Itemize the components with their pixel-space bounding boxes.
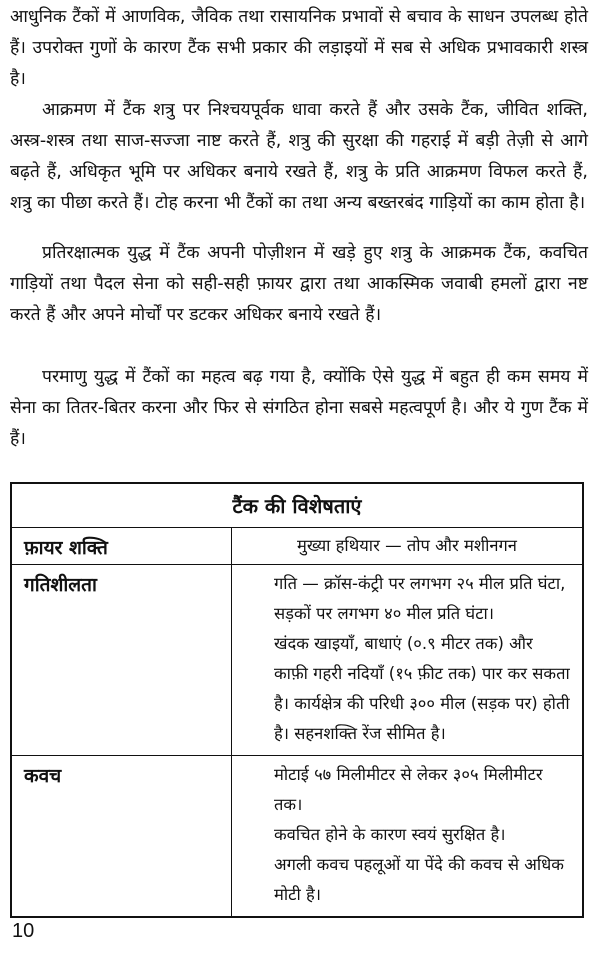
paragraph-4: परमाणु युद्ध में टैंकों का महत्व बढ़ गया है, क्योंकि ऐसे युद्ध में बहुत ही कम समय में सेना का तितर-बितर करना और फिर से संगठित होना सबसे महत्वपूर्ण है। और ये गुण टैंक में हैं। — [10, 367, 588, 449]
value-line: अगली कवच पहलूओं या पेंदे की कवच से अधिक मोटी है। — [274, 855, 564, 904]
row-label: फ़ायर शक्ति — [11, 528, 232, 565]
tank-features-table — [10, 482, 584, 918]
value-line: कवचित होने के कारण स्वयं सुरक्षित है। — [274, 825, 506, 844]
page-number: 10 — [12, 920, 35, 942]
row-label: कवच — [11, 756, 232, 918]
paragraph-3: प्रतिरक्षात्मक युद्ध में टैंक अपनी पोज़ीशन में खड़े हुए शत्रु के आक्रमक टैंक, कवचित गाड़ियों तथा पैदल सेना को सही-सही फ़ायर द्वारा तथा आकस्मिक जवाबी हमलों द्वारा नष्ट करते हैं और अपने मोर्चों पर डटकर अधिकर बनाये रखते हैं। — [10, 243, 588, 325]
row-value — [232, 528, 584, 565]
paragraph-1: आधुनिक टैंकों में आणविक, जैविक तथा रासायनिक प्रभावों से बचाव के साधन उपलब्ध होते हैं। उपरोक्त गुणों के कारण टैंक सभी प्रकार की लड़ाइयों में सब से अधिक प्रभावकारी शस्त्र है। — [10, 7, 588, 89]
row-label: गतिशीलता — [11, 565, 232, 756]
row-value — [232, 756, 584, 918]
value-line: गति — क्रॉस-कंट्री पर लगभग २५ मील प्रति घंटा, सड़कों पर लगभग ४० मील प्रति घंटा। — [274, 574, 566, 623]
table-row-armour — [11, 756, 583, 918]
row-value — [232, 565, 584, 756]
table-row-mobility — [11, 565, 583, 756]
value-line: खंदक खाइयाँ, बाधाएं (०.९ मीटर तक) और काफ़ी गहरी नदियाँ (१५ फ़ीट तक) पार कर सकता है। कार्यक्षेत्र की परिधी ३०० मील (सड़क पर) होती है। सहनशक्ति रेंज सीमित है। — [274, 634, 570, 743]
value-line: मोटाई ५७ मिलीमीटर से लेकर ३०५ मिलीमीटर तक। — [274, 765, 543, 814]
value-line: मुख्या हथियार — तोप और मशीनगन — [297, 536, 517, 555]
table-title: टैंक की विशेषताएं — [11, 483, 583, 528]
table-row-firepower — [11, 528, 583, 565]
paragraph-2: आक्रमण में टैंक शत्रु पर निश्चयपूर्वक धावा करते हैं और उसके टैंक, जीवित शक्ति, अस्त्र-शस्त्र तथा साज-सज्जा नाष्ट करते हैं, शत्रु की सुरक्षा की गहराई में बड़ी तेज़ी से आगे बढ़ते हैं, अधिकृत भूमि पर अधिकर बनाये रखते हैं, शत्रु के प्रति आक्रमण विफल करते हैं, शत्रु का पीछा करते हैं। टोह करना भी टैंकों का तथा अन्य बख्तरबंद गाड़ियों का काम होता है। — [10, 100, 588, 213]
